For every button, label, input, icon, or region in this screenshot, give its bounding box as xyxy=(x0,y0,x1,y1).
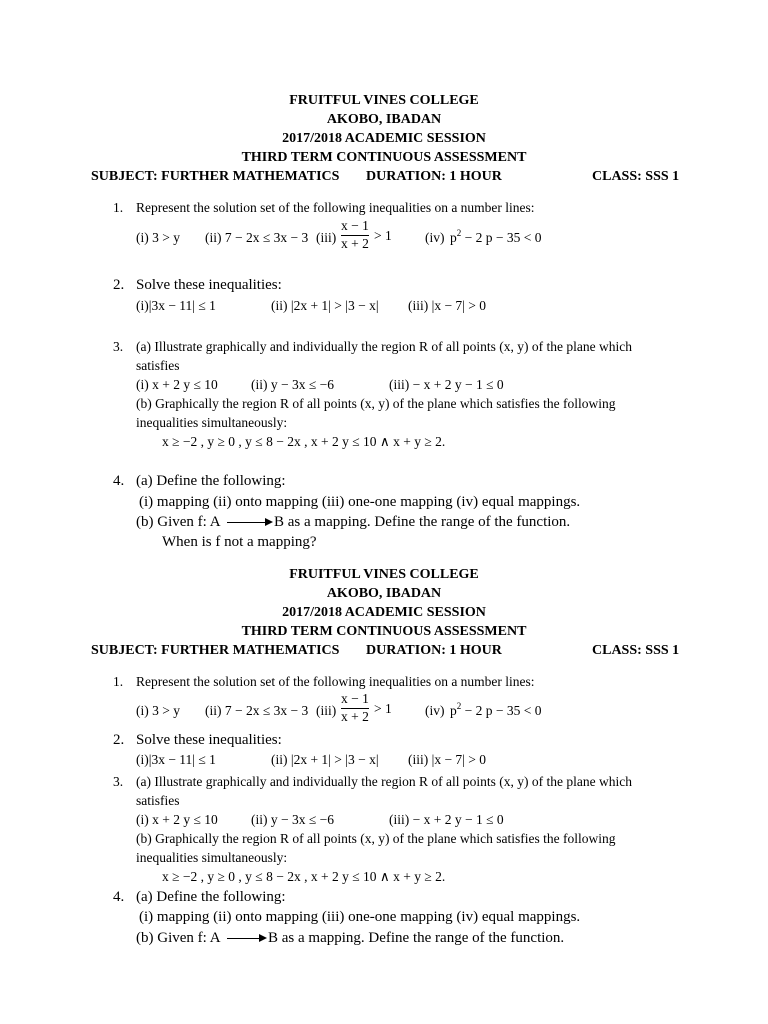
inequality-label: (iii) xyxy=(316,230,337,245)
inequality-item: (iii) − x + 2 y − 1 ≤ 0 xyxy=(389,377,504,392)
inequality-item: (i) x + 2 y ≤ 10 xyxy=(136,812,218,827)
question-number: 4. xyxy=(113,473,125,489)
question-text: inequalities simultaneously: xyxy=(136,415,288,430)
question-number: 2. xyxy=(113,732,125,748)
question-text: Represent the solution set of the following inequalities on a number lines: xyxy=(136,200,535,215)
question-text: B as a mapping. Define the range of the function. xyxy=(268,930,565,946)
subject-label: SUBJECT: FURTHER MATHEMATICS xyxy=(91,169,340,184)
mapping-arrowhead-icon xyxy=(259,934,267,942)
inequality-item: (ii) 7 − 2x ≤ 3x − 3 xyxy=(205,703,309,718)
inequality-item: (iii) |x − 7| > 0 xyxy=(408,298,487,313)
fraction-denominator: x + 2 xyxy=(341,235,369,251)
question-number: 4. xyxy=(113,889,125,905)
exponent-base: p xyxy=(450,703,457,718)
inequality-item: (ii) y − 3x ≤ −6 xyxy=(251,377,335,392)
inequality-item: (i) 3 > y xyxy=(136,230,180,245)
exponent-base: p xyxy=(450,230,457,245)
expression-remainder: − 2 p − 35 < 0 xyxy=(461,703,542,718)
question-text: Represent the solution set of the following inequalities on a number lines: xyxy=(136,674,535,689)
inequality-item: (ii) y − 3x ≤ −6 xyxy=(251,812,335,827)
inequality-item: (i)|3x − 11| ≤ 1 xyxy=(136,298,216,313)
question-number: 1. xyxy=(113,674,124,689)
fraction xyxy=(341,692,369,723)
mapping-arrow-line xyxy=(227,522,266,523)
exponent: 2 xyxy=(456,228,462,238)
school-name: FRUITFUL VINES COLLEGE xyxy=(289,567,479,582)
inequality-item: (ii) |2x + 1| > |3 − x| xyxy=(271,298,379,313)
school-location: AKOBO, IBADAN xyxy=(326,586,442,601)
academic-session: 2017/2018 ACADEMIC SESSION xyxy=(282,605,486,620)
question-text: inequalities simultaneously: xyxy=(136,850,288,865)
fraction-numerator: x − 1 xyxy=(341,218,369,233)
inequality-item: (iii) |x − 7| > 0 xyxy=(408,752,487,767)
school-location: AKOBO, IBADAN xyxy=(326,112,442,127)
question-text: satisfies xyxy=(136,793,180,808)
assessment-title: THIRD TERM CONTINUOUS ASSESSMENT xyxy=(241,624,527,639)
inequality-item: (i) 3 > y xyxy=(136,703,180,718)
duration-label: DURATION: 1 HOUR xyxy=(366,169,502,184)
inequality-item: (ii) 7 − 2x ≤ 3x − 3 xyxy=(205,230,309,245)
class-label: CLASS: SSS 1 xyxy=(592,169,680,184)
inequality-label: (iii) xyxy=(316,703,337,718)
academic-session: 2017/2018 ACADEMIC SESSION xyxy=(282,131,486,146)
question-text: (a) Define the following: xyxy=(136,889,286,905)
question-text: Solve these inequalities: xyxy=(136,732,282,748)
inequality-expression xyxy=(450,701,542,718)
question-text: Solve these inequalities: xyxy=(136,277,282,293)
inequality-item: (i)|3x − 11| ≤ 1 xyxy=(136,752,216,767)
class-label: CLASS: SSS 1 xyxy=(592,643,680,658)
question-text: satisfies xyxy=(136,358,180,373)
inequality-item: (iii) − x + 2 y − 1 ≤ 0 xyxy=(389,812,504,827)
inequality-expression xyxy=(450,228,542,245)
question-text: (b) Graphically the region R of all points (x, y) of the plane which satisfies the following xyxy=(136,831,616,846)
duration-label: DURATION: 1 HOUR xyxy=(366,643,502,658)
subject-label: SUBJECT: FURTHER MATHEMATICS xyxy=(91,643,340,658)
inequality-item: (i) x + 2 y ≤ 10 xyxy=(136,377,218,392)
exponent: 2 xyxy=(456,701,462,711)
inequality-relation: > 1 xyxy=(374,228,392,243)
question-text: (i) mapping (ii) onto mapping (iii) one-one mapping (iv) equal mappings. xyxy=(139,909,581,925)
expression-remainder: − 2 p − 35 < 0 xyxy=(461,230,542,245)
question-text: When is f not a mapping? xyxy=(162,534,317,550)
inequality-relation: > 1 xyxy=(374,701,392,716)
inequality-system: x ≥ −2 , y ≥ 0 , y ≤ 8 − 2x , x + 2 y ≤ 10 ∧ x + y ≥ 2. xyxy=(162,869,446,884)
question-text: (a) Define the following: xyxy=(136,473,286,489)
question-number: 3. xyxy=(113,339,124,354)
mapping-arrow-line xyxy=(227,938,260,939)
question-number: 3. xyxy=(113,774,124,789)
fraction-numerator: x − 1 xyxy=(341,691,369,706)
fraction xyxy=(341,219,369,250)
inequality-item: (ii) |2x + 1| > |3 − x| xyxy=(271,752,379,767)
mapping-arrowhead-icon xyxy=(265,518,273,526)
question-number: 2. xyxy=(113,277,125,293)
assessment-title: THIRD TERM CONTINUOUS ASSESSMENT xyxy=(241,150,527,165)
inequality-label: (iv) xyxy=(425,703,445,718)
school-name: FRUITFUL VINES COLLEGE xyxy=(289,93,479,108)
question-text: (b) Graphically the region R of all points (x, y) of the plane which satisfies the following xyxy=(136,396,616,411)
question-text: (b) Given f: A xyxy=(136,930,221,946)
question-text: (a) Illustrate graphically and individually the region R of all points (x, y) of the plane which xyxy=(136,339,632,354)
question-text: (i) mapping (ii) onto mapping (iii) one-one mapping (iv) equal mappings. xyxy=(139,494,581,510)
inequality-label: (iv) xyxy=(425,230,445,245)
question-text: B as a mapping. Define the range of the function. xyxy=(274,514,571,530)
question-text: (a) Illustrate graphically and individually the region R of all points (x, y) of the plane which xyxy=(136,774,632,789)
question-number: 1. xyxy=(113,200,124,215)
inequality-system: x ≥ −2 , y ≥ 0 , y ≤ 8 − 2x , x + 2 y ≤ 10 ∧ x + y ≥ 2. xyxy=(162,434,446,449)
question-text: (b) Given f: A xyxy=(136,514,221,530)
fraction-denominator: x + 2 xyxy=(341,708,369,724)
